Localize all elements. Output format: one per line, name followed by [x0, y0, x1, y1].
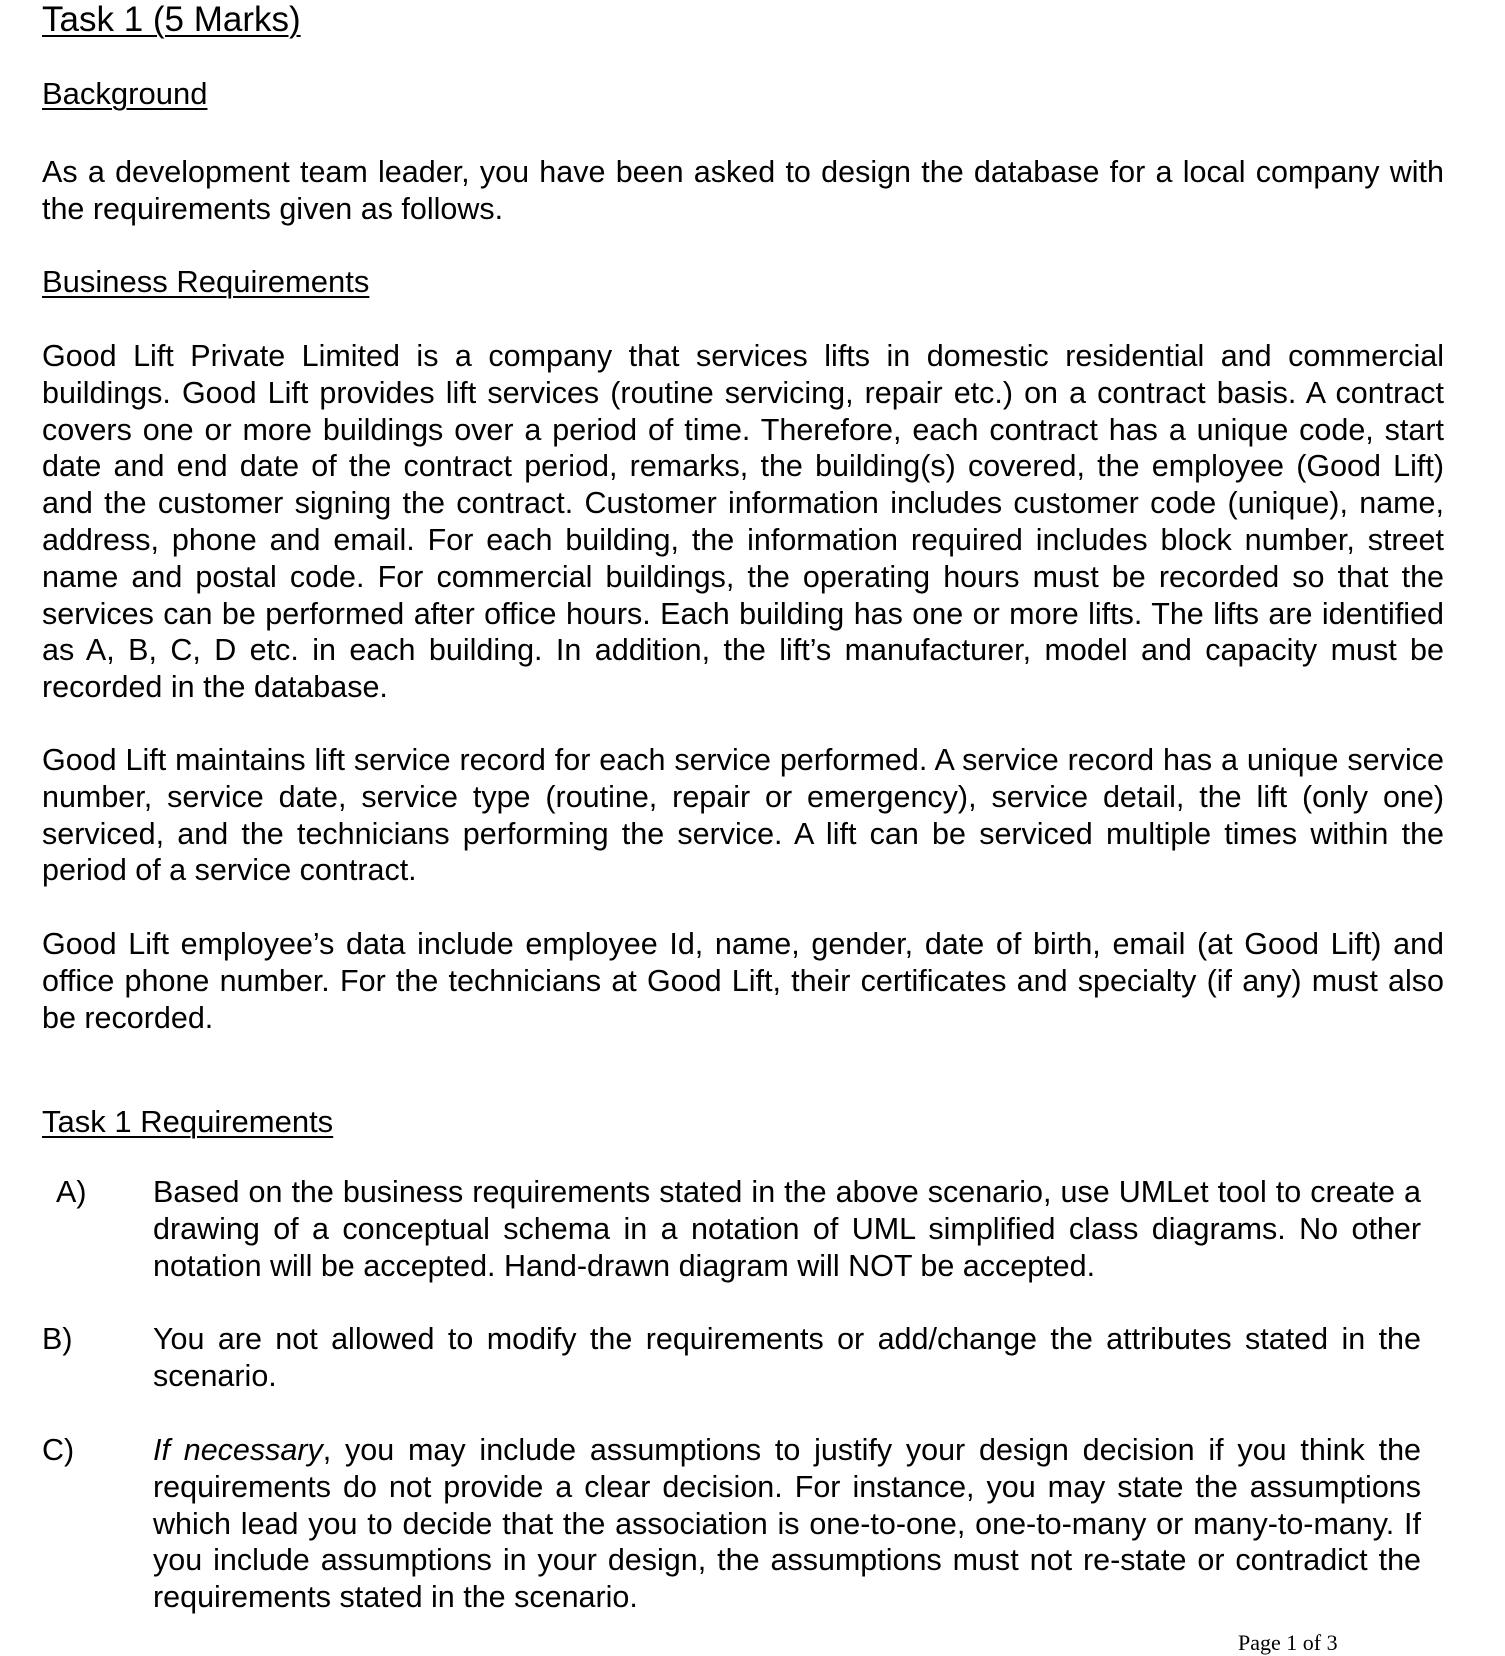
task-requirements-heading: Task 1 Requirements — [42, 1104, 334, 1139]
requirement-text-rest: , you may include assumptions to justify your design decision if you think the requirements do not provide a clear decision. For instance, you may state the assumptions which lead you to decide that the association is one-to-one, one-to-many or many-to-many. If you include assumptions in your design, the assumptions must not re-state or contradict the requirements stated in the scenario. — [153, 1433, 1422, 1615]
requirement-letter: C) — [42, 1433, 75, 1467]
background-paragraph: As a development team leader, you have been asked to design the database for a local company with the requirements given as follows. — [42, 155, 1444, 226]
task-title: Task 1 (5 Marks) — [42, 0, 301, 39]
requirement-text: Based on the business requirements stated in the above scenario, use UMLet tool to create a drawing of a conceptual schema in a notation of UML simplified class diagrams. No other notation will be accepted. Hand-drawn diagram will NOT be accepted. — [153, 1175, 1421, 1283]
background-heading: Background — [42, 76, 208, 111]
business-paragraph-service-records: Good Lift maintains lift service record for each service performed. A service record has a unique service number, service date, service type (routine, repair or emergency), service detail, the lift (only one) serviced, and the technicians performing the service. A lift can be serviced multiple times within the period of a service contract. — [42, 743, 1444, 888]
requirement-text: You are not allowed to modify the requirements or add/change the attributes stated in the scenario. — [153, 1322, 1421, 1393]
page-number: Page 1 of 3 — [1238, 1630, 1338, 1655]
business-paragraph-employees: Good Lift employee’s data include employee Id, name, gender, date of birth, email (at Good Lift) and office phone number. For the technicians at Good Lift, their certificates and specialty (if any) must also be recorded. — [42, 927, 1444, 1035]
requirement-emphasis: If necessary — [153, 1433, 323, 1467]
requirement-text — [153, 1432, 1421, 1616]
business-paragraph-contracts: Good Lift Private Limited is a company that services lifts in domestic residential and commercial buildings. Good Lift provides lift services (routine servicing, repair etc.) on a contract basis. A contract covers one or more buildings over a period of time. Therefore, each contract has a unique code, start date and end date of the contract period, remarks, the building(s) covered, the employee (Good Lift) and the customer signing the contract. Customer information includes customer code (unique), name, address, phone and email. For each building, the information required includes block number, street name and postal code. For commercial buildings, the operating hours must be recorded so that the services can be performed after office hours. Each building has one or more lifts. The lifts are identified as A, B, C, D etc. in each building. In addition, the lift’s manufacturer, model and capacity must be recorded in the database. — [42, 339, 1444, 705]
business-requirements-heading: Business Requirements — [42, 264, 370, 299]
requirement-letter: B) — [42, 1322, 73, 1356]
requirement-letter: A) — [56, 1175, 87, 1209]
